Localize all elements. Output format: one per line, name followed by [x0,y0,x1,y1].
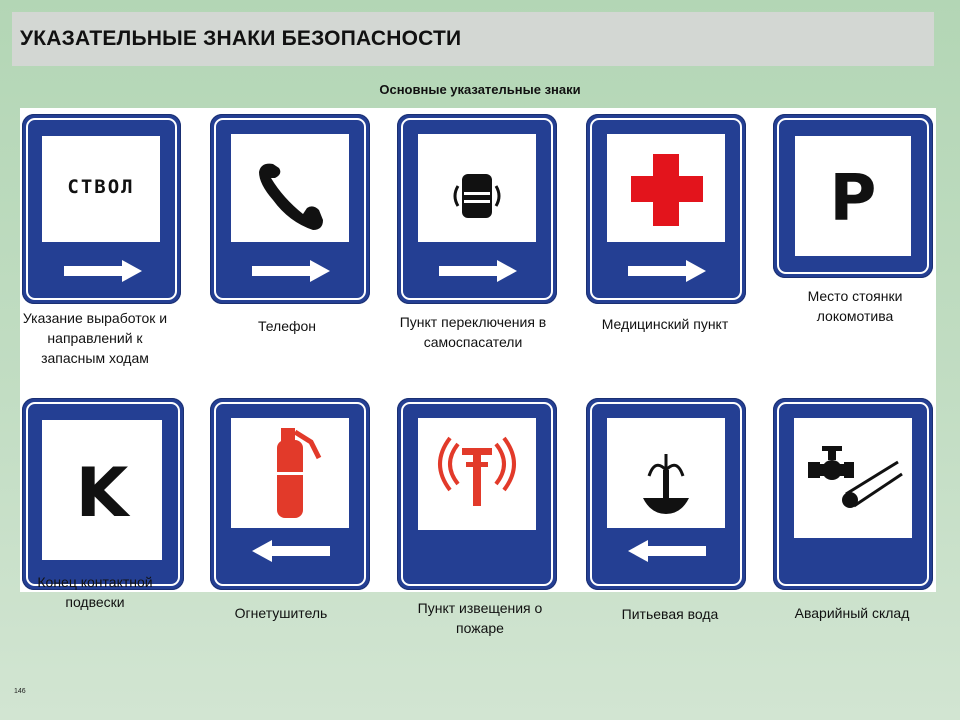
telephone-icon [231,134,349,242]
arrow-right-icon [628,260,706,282]
page-title: УКАЗАТЕЛЬНЫЕ ЗНАКИ БЕЗОПАСНОСТИ [20,27,462,50]
arrow-right-icon [252,260,330,282]
caption-fire-alarm-point: Пункт извещения о пожаре [417,600,543,636]
self-rescuer-icon [418,134,536,242]
contact-line-letter: K [75,454,129,533]
sign-fire-alarm-point [397,398,557,590]
sign-fire-extinguisher [210,398,370,590]
page-number: 146 [14,688,26,695]
sign-emergency-depot [773,398,933,590]
sign-telephone [210,114,370,304]
sign-medical-point [586,114,746,304]
sign-locomotive-parking [773,114,933,278]
sign-self-rescuer [397,114,557,304]
parking-letter: P [829,162,877,236]
caption-telephone: Телефон [257,318,317,334]
sign-shaft-label: СТВОЛ [67,176,135,198]
sign-drinking-water [586,398,746,590]
caption-fire-extinguisher: Огнетушитель [234,605,328,621]
sign-contact-line-end [22,398,184,590]
arrow-left-icon [252,540,330,562]
caption-emergency-depot: Аварийный склад [794,605,910,621]
emergency-depot-icon [794,418,912,538]
fire-alarm-icon [418,418,536,530]
arrow-right-icon [439,260,517,282]
caption-contact-line-end: Конец контактной подвески [37,574,153,610]
red-cross-icon [607,134,725,242]
sign-shaft-direction [22,114,181,304]
arrow-right-icon [64,260,142,282]
caption-medical-point: Медицинский пункт [601,316,729,332]
drinking-fountain-icon [607,418,725,528]
title-bar [12,12,934,66]
caption-drinking-water: Питьевая вода [621,606,719,622]
arrow-left-icon [628,540,706,562]
caption-shaft-direction: Указание выработок и направлений к запасным ходам [22,310,168,366]
caption-self-rescuer: Пункт переключения в самоспасатели [399,314,547,350]
fire-extinguisher-icon [231,418,349,528]
caption-locomotive-parking: Место стоянки локомотива [807,288,903,324]
subtitle: Основные указательные знаки [379,82,581,97]
